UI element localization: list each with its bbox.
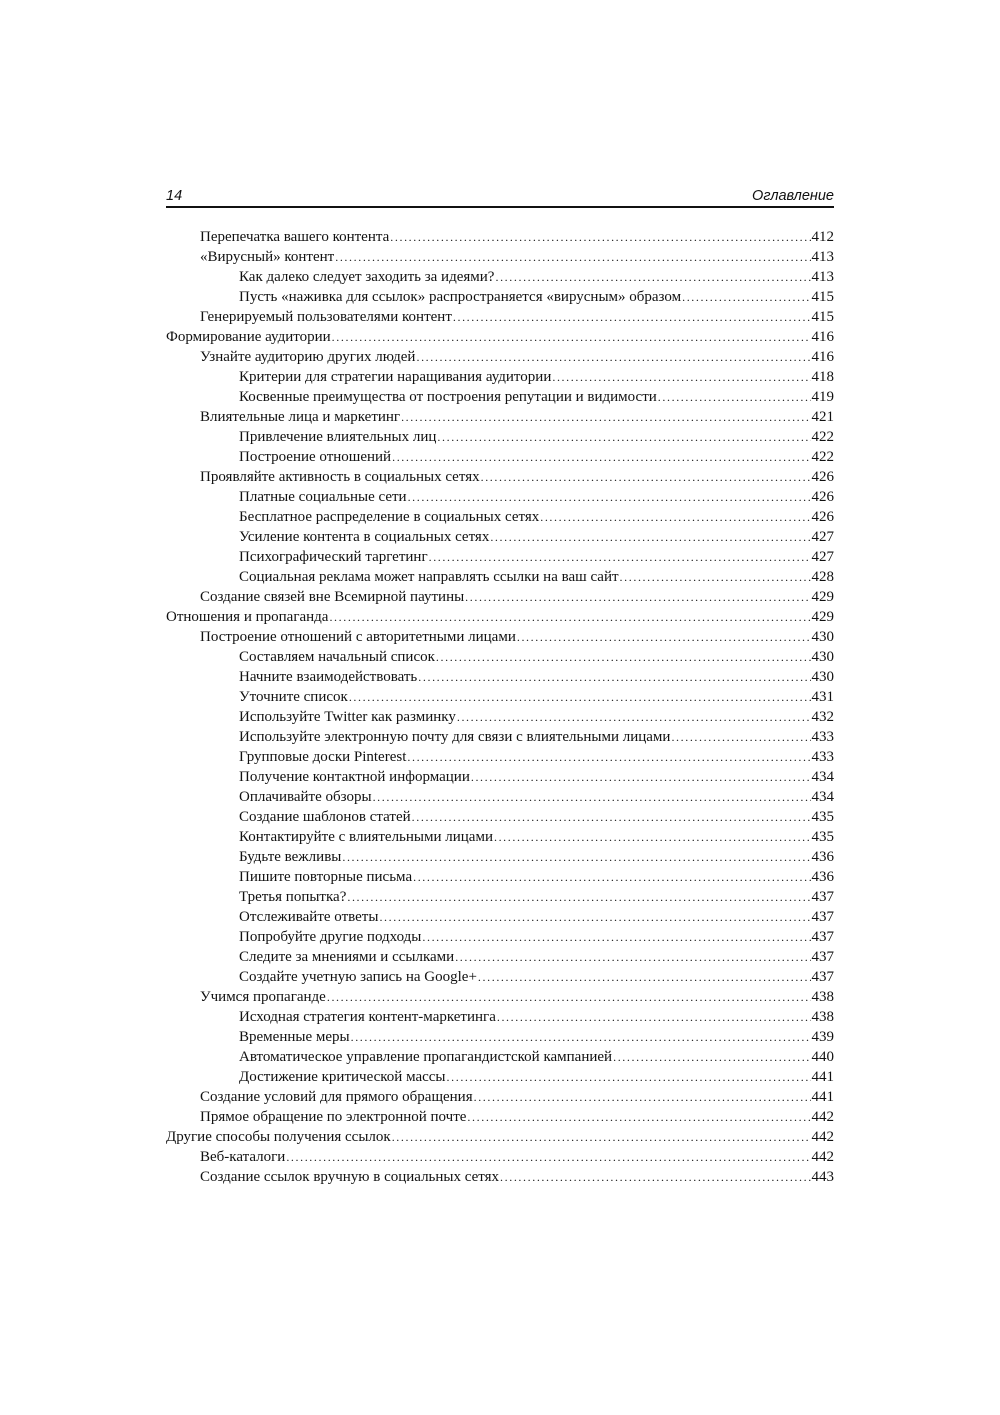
dot-leader: [335, 247, 810, 267]
toc-entry-title: Пусть «наживка для ссылок» распространяется «вирусным» образом: [239, 289, 682, 305]
toc-entry-page-number: 415: [811, 309, 834, 325]
toc-entry-page-number: 432: [811, 709, 834, 725]
toc-entry[interactable]: [166, 1127, 834, 1147]
toc-entry-page-number: 442: [811, 1109, 834, 1125]
toc-entry-title: Оплачивайте обзоры: [239, 789, 372, 805]
dot-leader: [332, 327, 811, 347]
dot-leader: [481, 467, 811, 487]
toc-entry[interactable]: [166, 807, 834, 827]
toc-entry-title: Создание ссылок вручную в социальных сетях: [200, 1169, 500, 1185]
toc-entry-page-number: 429: [811, 609, 834, 625]
toc-entry-page-number: 436: [811, 849, 834, 865]
toc-entry[interactable]: [166, 287, 834, 307]
toc-entry-page-number: 429: [811, 589, 834, 605]
toc-entry[interactable]: [166, 667, 834, 687]
toc-entry[interactable]: [166, 607, 834, 627]
toc-entry[interactable]: [166, 627, 834, 647]
toc-entry[interactable]: [166, 827, 834, 847]
dot-leader: [429, 547, 811, 567]
dot-leader: [329, 607, 810, 627]
toc-entry-page-number: 413: [811, 269, 834, 285]
toc-entry[interactable]: [166, 247, 834, 267]
toc-entry-page-number: 430: [811, 649, 834, 665]
toc-entry[interactable]: [166, 767, 834, 787]
toc-entry-title: Бесплатное распределение в социальных сетях: [239, 509, 540, 525]
dot-leader: [437, 427, 810, 447]
toc-entry-title: Как далеко следует заходить за идеями?: [239, 269, 495, 285]
toc-entry-title: Платные социальные сети: [239, 489, 407, 505]
toc-entry-title: Попробуйте другие подходы: [239, 929, 422, 945]
dot-leader: [412, 807, 811, 827]
toc-entry-title: Создание связей вне Всемирной паутины: [200, 589, 465, 605]
toc-entry-page-number: 422: [811, 429, 834, 445]
toc-entry-title: Отслеживайте ответы: [239, 909, 379, 925]
dot-leader: [490, 527, 810, 547]
toc-entry-page-number: 435: [811, 829, 834, 845]
toc-entry-page-number: 441: [811, 1089, 834, 1105]
toc-entry[interactable]: [166, 367, 834, 387]
toc-entry[interactable]: [166, 587, 834, 607]
dot-leader: [465, 587, 810, 607]
toc-entry[interactable]: [166, 867, 834, 887]
toc-entry[interactable]: [166, 527, 834, 547]
toc-entry-page-number: 443: [811, 1169, 834, 1185]
toc-entry-page-number: 434: [811, 769, 834, 785]
toc-entry[interactable]: [166, 467, 834, 487]
toc-entry-title: Автоматическое управление пропагандистской кампанией: [239, 1049, 613, 1065]
toc-entry[interactable]: [166, 647, 834, 667]
toc-entry[interactable]: [166, 747, 834, 767]
toc-entry-page-number: 437: [811, 929, 834, 945]
toc-entry[interactable]: [166, 567, 834, 587]
table-of-contents: [166, 227, 834, 1187]
toc-entry[interactable]: [166, 687, 834, 707]
toc-entry-page-number: 419: [811, 389, 834, 405]
page-number: 14: [166, 188, 183, 204]
toc-entry-page-number: 413: [811, 249, 834, 265]
dot-leader: [453, 307, 811, 327]
dot-leader: [416, 347, 810, 367]
toc-entry-title: Отношения и пропаганда: [166, 609, 329, 625]
toc-entry[interactable]: [166, 887, 834, 907]
page-header: [166, 186, 834, 208]
toc-entry[interactable]: [166, 787, 834, 807]
toc-entry-title: Генерируемый пользователями контент: [200, 309, 452, 325]
dot-leader: [436, 647, 811, 667]
toc-entry-page-number: 426: [811, 509, 834, 525]
toc-entry-page-number: 442: [811, 1129, 834, 1145]
toc-entry-page-number: 437: [811, 889, 834, 905]
toc-entry-title: Третья попытка?: [239, 889, 347, 905]
dot-leader: [494, 827, 811, 847]
dot-leader: [552, 367, 810, 387]
toc-entry-title: Социальная реклама может направлять ссылки на ваш сайт: [239, 569, 619, 585]
toc-entry-page-number: 438: [811, 1009, 834, 1025]
dot-leader: [540, 507, 810, 527]
dot-leader: [517, 627, 811, 647]
dot-leader: [422, 927, 810, 947]
toc-entry-page-number: 418: [811, 369, 834, 385]
toc-entry-title: Другие способы получения ссылок: [166, 1129, 391, 1145]
toc-entry-title: Создание шаблонов статей: [239, 809, 411, 825]
toc-entry[interactable]: [166, 267, 834, 287]
toc-entry-title: Уточните список: [239, 689, 348, 705]
toc-entry[interactable]: [166, 847, 834, 867]
toc-entry-page-number: 437: [811, 909, 834, 925]
toc-entry-page-number: 442: [811, 1149, 834, 1165]
toc-entry-page-number: 433: [811, 749, 834, 765]
dot-leader: [682, 287, 810, 307]
dot-leader: [379, 907, 810, 927]
dot-leader: [478, 967, 811, 987]
toc-entry[interactable]: [166, 487, 834, 507]
toc-entry[interactable]: [166, 327, 834, 347]
toc-entry-page-number: 427: [811, 549, 834, 565]
toc-entry-page-number: 433: [811, 729, 834, 745]
dot-leader: [342, 847, 810, 867]
toc-entry-title: Исходная стратегия контент-маркетинга: [239, 1009, 496, 1025]
toc-entry-title: Используйте Twitter как разминку: [239, 709, 456, 725]
toc-entry[interactable]: [166, 1087, 834, 1107]
dot-leader: [349, 687, 811, 707]
toc-entry-title: Психографический таргетинг: [239, 549, 428, 565]
toc-entry[interactable]: [166, 1067, 834, 1087]
toc-entry[interactable]: [166, 707, 834, 727]
dot-leader: [401, 407, 810, 427]
toc-entry-page-number: 427: [811, 529, 834, 545]
toc-entry-title: Контактируйте с влиятельными лицами: [239, 829, 493, 845]
dot-leader: [408, 487, 811, 507]
toc-entry-page-number: 428: [811, 569, 834, 585]
toc-entry-page-number: 437: [811, 969, 834, 985]
toc-entry[interactable]: [166, 447, 834, 467]
toc-entry-page-number: 421: [811, 409, 834, 425]
toc-entry[interactable]: [166, 1107, 834, 1127]
toc-entry-page-number: 426: [811, 469, 834, 485]
toc-entry[interactable]: [166, 907, 834, 927]
toc-entry[interactable]: [166, 1047, 834, 1067]
toc-entry[interactable]: [166, 1147, 834, 1167]
toc-entry-title: Критерии для стратегии наращивания аудитории: [239, 369, 552, 385]
toc-entry-title: Временные меры: [239, 1029, 350, 1045]
toc-entry-title: Прямое обращение по электронной почте: [200, 1109, 467, 1125]
dot-leader: [471, 767, 811, 787]
toc-entry-title: Узнайте аудиторию других людей: [200, 349, 416, 365]
dot-leader: [497, 1007, 811, 1027]
toc-entry[interactable]: [166, 987, 834, 1007]
dot-leader: [392, 1127, 811, 1147]
toc-entry-title: Построение отношений с авторитетными лицами: [200, 629, 516, 645]
toc-entry-page-number: 440: [811, 1049, 834, 1065]
toc-entry[interactable]: [166, 1027, 834, 1047]
toc-entry-title: Групповые доски Pinterest: [239, 749, 407, 765]
dot-leader: [347, 887, 810, 907]
toc-entry-page-number: 435: [811, 809, 834, 825]
dot-leader: [392, 447, 810, 467]
dot-leader: [327, 987, 811, 1007]
dot-leader: [455, 947, 810, 967]
toc-entry-page-number: 438: [811, 989, 834, 1005]
dot-leader: [447, 1067, 811, 1087]
toc-entry[interactable]: [166, 1167, 834, 1187]
dot-leader: [418, 667, 810, 687]
toc-entry-title: Создайте учетную запись на Google+: [239, 969, 477, 985]
dot-leader: [658, 387, 811, 407]
dot-leader: [495, 267, 810, 287]
toc-entry-title: Будьте вежливы: [239, 849, 342, 865]
toc-entry-title: Влиятельные лица и маркетинг: [200, 409, 401, 425]
toc-entry-title: Получение контактной информации: [239, 769, 470, 785]
header-rule: [166, 206, 834, 208]
toc-entry-page-number: 416: [811, 349, 834, 365]
toc-entry-title: Создание условий для прямого обращения: [200, 1089, 473, 1105]
dot-leader: [351, 1027, 811, 1047]
toc-entry-title: Учимся пропаганде: [200, 989, 326, 1005]
dot-leader: [457, 707, 811, 727]
dot-leader: [407, 747, 810, 767]
toc-entry-page-number: 415: [811, 289, 834, 305]
toc-entry-title: Веб-каталоги: [200, 1149, 286, 1165]
toc-entry-title: Построение отношений: [239, 449, 392, 465]
toc-entry[interactable]: [166, 547, 834, 567]
dot-leader: [474, 1087, 811, 1107]
toc-entry-title: Следите за мнениями и ссылками: [239, 949, 455, 965]
toc-entry-title: Косвенные преимущества от построения репутации и видимости: [239, 389, 657, 405]
toc-entry-page-number: 434: [811, 789, 834, 805]
toc-entry-page-number: 430: [811, 669, 834, 685]
toc-entry-page-number: 431: [811, 689, 834, 705]
toc-entry[interactable]: [166, 387, 834, 407]
toc-entry[interactable]: [166, 347, 834, 367]
toc-entry[interactable]: [166, 427, 834, 447]
toc-entry-page-number: 430: [811, 629, 834, 645]
toc-entry-page-number: 439: [811, 1029, 834, 1045]
toc-entry-title: Используйте электронную почту для связи с влиятельными лицами: [239, 729, 671, 745]
dot-leader: [286, 1147, 810, 1167]
toc-entry[interactable]: [166, 507, 834, 527]
dot-leader: [390, 227, 810, 247]
toc-entry[interactable]: [166, 227, 834, 247]
toc-entry-page-number: 437: [811, 949, 834, 965]
toc-entry-title: Усиление контента в социальных сетях: [239, 529, 490, 545]
toc-entry-page-number: 426: [811, 489, 834, 505]
dot-leader: [467, 1107, 810, 1127]
dot-leader: [671, 727, 810, 747]
running-title: Оглавление: [752, 188, 834, 204]
toc-entry[interactable]: [166, 967, 834, 987]
toc-entry-page-number: 441: [811, 1069, 834, 1085]
dot-leader: [500, 1167, 810, 1187]
dot-leader: [413, 867, 810, 887]
toc-entry-page-number: 416: [811, 329, 834, 345]
toc-entry-title: Привлечение влиятельных лиц: [239, 429, 437, 445]
toc-entry-title: Начните взаимодействовать: [239, 669, 418, 685]
dot-leader: [620, 567, 811, 587]
toc-entry-title: «Вирусный» контент: [200, 249, 335, 265]
toc-entry-title: Составляем начальный список: [239, 649, 435, 665]
toc-entry[interactable]: [166, 947, 834, 967]
toc-entry[interactable]: [166, 727, 834, 747]
toc-entry-title: Достижение критической массы: [239, 1069, 446, 1085]
toc-entry[interactable]: [166, 407, 834, 427]
dot-leader: [613, 1047, 810, 1067]
toc-entry-page-number: 412: [811, 229, 834, 245]
toc-entry-page-number: 436: [811, 869, 834, 885]
toc-entry-page-number: 422: [811, 449, 834, 465]
toc-entry-title: Формирование аудитории: [166, 329, 331, 345]
toc-entry-title: Пишите повторные письма: [239, 869, 413, 885]
toc-entry-title: Проявляйте активность в социальных сетях: [200, 469, 480, 485]
toc-entry[interactable]: [166, 307, 834, 327]
dot-leader: [373, 787, 811, 807]
toc-entry[interactable]: [166, 927, 834, 947]
toc-entry-title: Перепечатка вашего контента: [200, 229, 390, 245]
toc-entry[interactable]: [166, 1007, 834, 1027]
